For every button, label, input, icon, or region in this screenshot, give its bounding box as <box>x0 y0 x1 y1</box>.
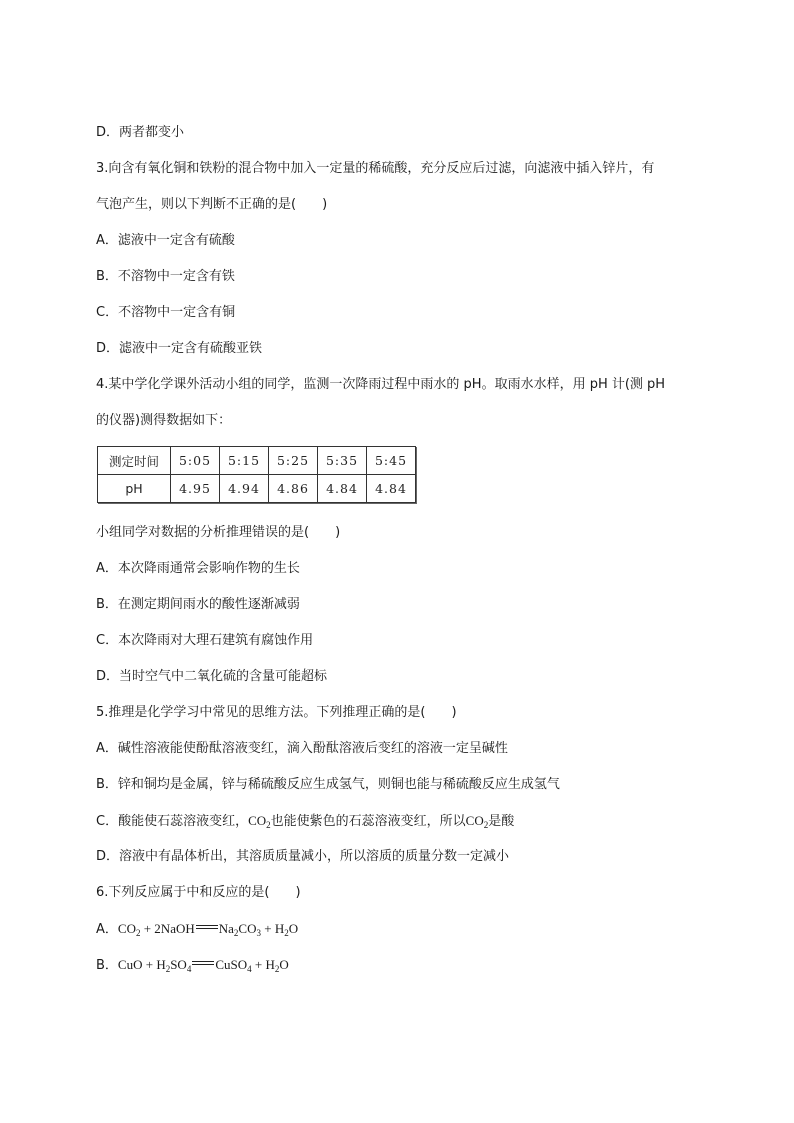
q5-option-d: D．溶液中有晶体析出，其溶质质量减小，所以溶质的质量分数一定减小 <box>96 849 510 864</box>
q5-option-a: A．碱性溶液能使酚酞溶液变红，滴入酚酞溶液后变红的溶液一定呈碱性 <box>96 741 508 756</box>
q5-option-c-text2: 也能使紫色的石蕊溶液变红，所以 <box>270 814 466 829</box>
q4-option-a: A．本次降雨通常会影响作物的生长 <box>96 561 300 576</box>
equation-b: CuO + $H_2SO_4$ CuSO$_4$ + $H_2O$ <box>117 957 289 974</box>
table-cell: 5:25 <box>269 447 318 475</box>
double-equals-sign <box>192 961 214 965</box>
q6-option-a <box>96 920 298 939</box>
q3-option-a: A．滤液中一定含有硫酸 <box>96 233 235 248</box>
ph-data-table <box>97 446 416 503</box>
q6-stem: 6.下列反应属于中和反应的是( ) <box>96 885 301 900</box>
table-cell: 5:45 <box>367 447 416 475</box>
q5-option-c-text1: C．酸能使石蕊溶液变红， <box>96 814 249 829</box>
q4-option-b: B．在测定期间雨水的酸性逐渐减弱 <box>96 597 300 612</box>
table-row <box>98 475 416 503</box>
formula-co2: $CO_2$ <box>248 813 271 830</box>
q4-option-c: C．本次降雨对大理石建筑有腐蚀作用 <box>96 633 314 648</box>
table-cell: 4.84 <box>367 475 416 503</box>
table-cell: 4.84 <box>318 475 367 503</box>
table-cell: 5:35 <box>318 447 367 475</box>
q2-option-d: D．两者都变小 <box>96 125 185 140</box>
table-cell: 5:05 <box>171 447 220 475</box>
q4-prompt: 小组同学对数据的分析推理错误的是( ) <box>96 525 341 540</box>
table-cell: 4.95 <box>171 475 220 503</box>
q5-option-c-text3: 是酸 <box>488 814 515 829</box>
table-cell: 4.86 <box>269 475 318 503</box>
table-row <box>98 447 416 475</box>
equation-a: $CO_2$ + 2NaOH $Na_2CO_3 + H_2O$ <box>117 921 299 938</box>
table-header-ph: pH <box>98 475 171 503</box>
table-cell: 5:15 <box>220 447 269 475</box>
q4-option-d: D．当时空气中二氧化硫的含量可能超标 <box>96 669 328 684</box>
q3-stem-line2: 气泡产生，则以下判断不正确的是( ) <box>96 197 328 212</box>
q6-option-b <box>96 956 289 975</box>
option-label: A． <box>96 922 118 937</box>
q5-option-b: B．锌和铜均是金属，锌与稀硫酸反应生成氢气，则铜也能与稀硫酸反应生成氢气 <box>96 777 560 792</box>
q5-stem: 5.推理是化学学习中常见的思维方法。下列推理正确的是( ) <box>96 705 457 720</box>
option-label: B． <box>96 958 118 973</box>
double-equals-sign <box>196 925 218 929</box>
table-header-time: 测定时间 <box>98 447 171 475</box>
formula-co2: $CO_2$ <box>465 813 489 830</box>
q3-stem-line1: 3.向含有氧化铜和铁粉的混合物中加入一定量的稀硫酸，充分反应后过滤，向滤液中插入锌片，有 <box>96 161 655 176</box>
q3-option-c: C．不溶物中一定含有铜 <box>96 305 236 320</box>
q3-option-d: D．滤液中一定含有硫酸亚铁 <box>96 341 263 356</box>
q4-stem-line2: 的仪器)测得数据如下： <box>96 413 232 428</box>
table-cell: 4.94 <box>220 475 269 503</box>
q4-stem-line1: 4.某中学化学课外活动小组的同学，监测一次降雨过程中雨水的 pH。取雨水水样，用 pH 计(测 pH <box>96 377 666 392</box>
q3-option-b: B．不溶物中一定含有铁 <box>96 269 235 284</box>
q5-option-c <box>96 812 514 831</box>
